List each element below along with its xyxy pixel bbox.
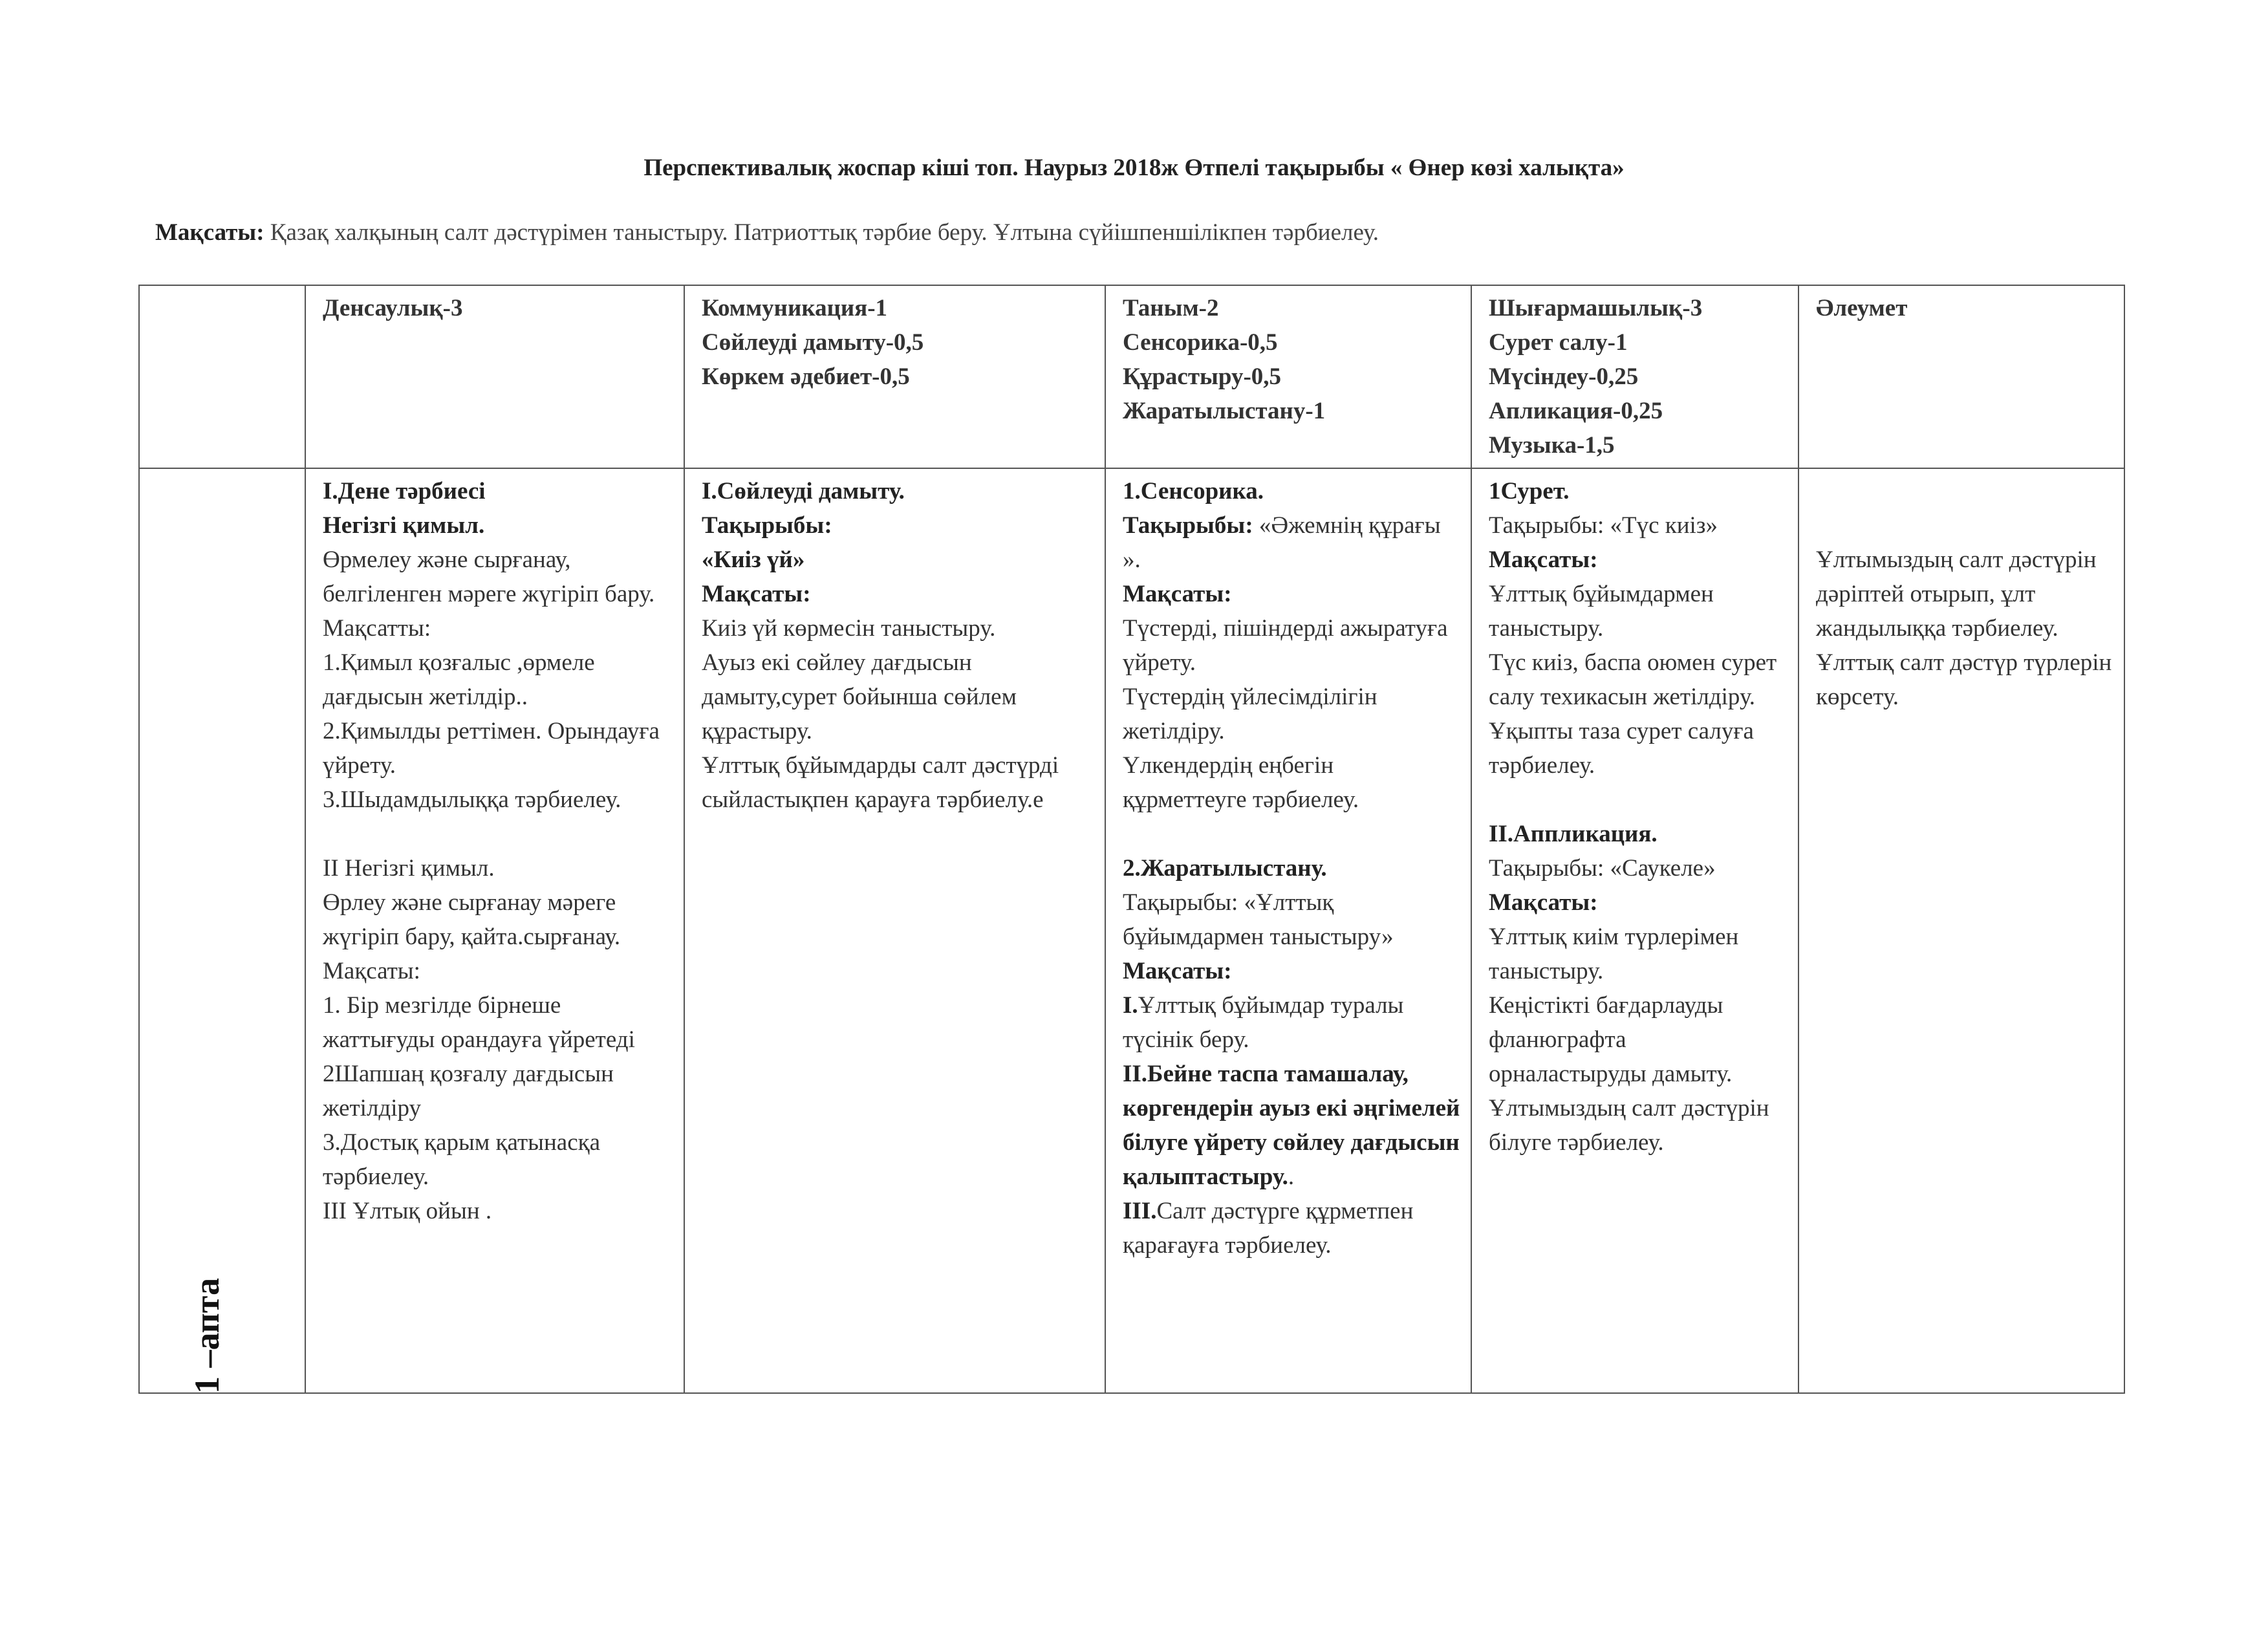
communication-cell — [684, 468, 1105, 1393]
cell-line: II Негізгі қимыл. — [323, 855, 495, 882]
column-header — [684, 285, 1105, 468]
cell-line — [1123, 1194, 1462, 1262]
cell-text: Үлкендердің еңбегін құрметтеуге тәрбиелеу. — [1123, 752, 1359, 813]
cell-line — [1123, 748, 1462, 817]
header-row — [139, 285, 2124, 468]
spacer — [323, 817, 675, 851]
cognition-cell — [1105, 468, 1471, 1393]
column-header-line: Әлеумет — [1816, 295, 1908, 321]
creativity-cell — [1471, 468, 1798, 1393]
cell-line — [1123, 611, 1462, 680]
column-header-line: Денсаулық-3 — [323, 295, 463, 321]
cell-text: Тақырыбы: «Түс киіз» — [1489, 512, 1718, 539]
cell-line: I.Сөйлеуді дамыту. — [702, 478, 905, 504]
cell-line: Ұлттық бұйымдарды салт дәстүрді сыйластықпен қарауға тәрбиелу.е — [702, 752, 1059, 813]
goal-label: Мақсаты: — [155, 219, 265, 246]
goal-text: Қазақ халқының салт дәстүрімен таныстыру. Патриоттық тәрбие беру. Ұлтына сүйішпеншілікпен тәрбиелеу. — [264, 219, 1379, 246]
cell-line — [1123, 885, 1462, 954]
cell-text: II.Бейне таспа тамашалау, көргендерін ауыз екі әңгімелей білуге үйрету сөйлеу дағдысын қалыптастыру. — [1123, 1061, 1460, 1190]
cell-text: Ұлттық бұйымдармен таныстыру. — [1489, 581, 1714, 642]
cell-line — [1489, 851, 1789, 885]
cell-line: 2.Қимылды реттімен. Орындауға үйрету. — [323, 718, 660, 779]
cell-text: III. — [1123, 1198, 1157, 1224]
social-cell — [1798, 468, 2124, 1393]
cell-line — [1123, 851, 1462, 885]
cell-line — [1123, 954, 1462, 988]
cell-text: 1Сурет. — [1489, 478, 1570, 504]
page-title: Перспективалық жоспар кіші топ. Наурыз 2018ж Өтпелі тақырыбы « Өнер көзі халықта» — [643, 155, 1625, 181]
cell-text: Салт дәстүрге құрметпен қарағауға тәрбиелеу. — [1123, 1198, 1414, 1259]
column-header-line: Коммуникация-1 — [702, 295, 888, 321]
cell-line — [1123, 474, 1462, 508]
cell-line: Өрмелеу және сырғанау, белгіленген мәреге жүгіріп бару. — [323, 547, 655, 607]
cell-line — [1489, 474, 1789, 508]
spacer — [1123, 817, 1462, 851]
cell-text: Ұлттық киім түрлерімен таныстыру. — [1489, 924, 1739, 984]
health-cell — [305, 468, 684, 1393]
cell-line: Мақсатты: — [323, 615, 431, 642]
cell-text: Тақырыбы: — [1123, 512, 1259, 539]
cell-line — [1489, 543, 1789, 577]
cell-text: II.Аппликация. — [1489, 821, 1658, 847]
cell-line — [1123, 988, 1462, 1057]
social-spacer — [1816, 474, 2115, 543]
column-header-line: Сенсорика-0,5 — [1123, 329, 1278, 356]
week-cell — [139, 468, 305, 1393]
cell-line: Ауыз екі сөйлеу дағдысын дамыту,сурет бойынша сөйлем құрастыру. — [702, 649, 1017, 744]
cell-line: 3.Достық қарым қатынасқа тәрбиелеу. — [323, 1129, 601, 1190]
cell-text: 1.Сенсорика. — [1123, 478, 1264, 504]
column-header-line: Шығармашылық-3 — [1489, 295, 1703, 321]
cell-text: Кеңістікті бағдарлауды фланюграфта орналастыруды дамыту. — [1489, 992, 1733, 1087]
cell-line — [1489, 920, 1789, 988]
cell-line: Мақсаты: — [702, 581, 811, 607]
cell-line — [1489, 714, 1789, 783]
column-header — [1798, 285, 2124, 468]
column-header-line: Жаратылыстану-1 — [1123, 398, 1326, 424]
column-header-line: Көркем әдебиет-0,5 — [702, 363, 910, 390]
cell-line — [1489, 817, 1789, 851]
spacer — [1489, 783, 1789, 817]
column-header — [305, 285, 684, 468]
cell-line — [1123, 680, 1462, 748]
cell-line — [1489, 1091, 1789, 1160]
column-header-line: Сурет салу-1 — [1489, 329, 1628, 356]
cell-text: Түстерді, пішіндерді ажыратуға үйрету. — [1123, 615, 1448, 676]
cell-line: 3.Шыдамдылыққа тәрбиелеу. — [323, 786, 621, 813]
cell-line: 1.Қимыл қозғалыс ,өрмеле дағдысын жетілдір.. — [323, 649, 595, 710]
cell-line — [1489, 885, 1789, 920]
column-header-line: Таным-2 — [1123, 295, 1219, 321]
cell-text: Ұлтымыздың салт дәстүрін білуге тәрбиелеу. — [1489, 1095, 1769, 1156]
cell-line: III Ұлтық ойын . — [323, 1198, 492, 1224]
goal-line — [155, 219, 1379, 246]
cell-line: 2Шапшаң қозғалу дағдысын жетілдіру — [323, 1061, 614, 1121]
cell-line — [1489, 508, 1789, 543]
column-header — [1471, 285, 1798, 468]
cell-line — [1123, 508, 1462, 577]
cell-text: 2.Жаратылыстану. — [1123, 855, 1327, 882]
cell-text: Тақырыбы: «Саукеле» — [1489, 855, 1716, 882]
column-header-line: Құрастыру-0,5 — [1123, 363, 1282, 390]
column-header-line: Апликация-0,25 — [1489, 398, 1663, 424]
cell-text: Тақырыбы: «Ұлттық бұйымдармен таныстыру» — [1123, 889, 1394, 950]
column-header — [1105, 285, 1471, 468]
cell-text: Ұқыпты таза сурет салуға тәрбиелеу. — [1489, 718, 1754, 779]
cell-line — [1489, 645, 1789, 714]
cell-line: Тақырыбы: — [702, 512, 832, 539]
cell-line: Мақсаты: — [323, 958, 420, 984]
cell-text: Мақсаты: — [1123, 581, 1232, 607]
cell-text: Мақсаты: — [1489, 547, 1598, 573]
cell-text: Ұлттық бұйымдар туралы түсінік беру. — [1123, 992, 1404, 1053]
corner-cell — [139, 285, 305, 468]
cell-line: Ұлттық салт дәстүр түрлерін көрсету. — [1816, 649, 2112, 710]
cell-line: Өрлеу және сырғанау мәреге жүгіріп бару, қайта.сырғанау. — [323, 889, 621, 950]
cell-line — [1123, 577, 1462, 611]
column-header-line: Мүсіндеу-0,25 — [1489, 363, 1639, 390]
cell-text: . — [1288, 1164, 1295, 1190]
week-row — [139, 468, 2124, 1393]
cell-text: «Әжемнің құрағы ». — [1123, 512, 1441, 573]
cell-text: Түс киіз, баспа оюмен сурет салу техикасын жетілдіру. — [1489, 649, 1777, 710]
cell-line — [1489, 988, 1789, 1091]
cell-text: Мақсаты: — [1123, 958, 1232, 984]
cell-line: Негізгі қимыл. — [323, 512, 485, 539]
week-label: 1 –апта — [188, 1277, 226, 1394]
cell-text: I. — [1123, 992, 1138, 1019]
cell-line: I.Дене тәрбиесі — [323, 478, 486, 504]
cell-line — [1489, 577, 1789, 645]
column-header-line: Сөйлеуді дамыту-0,5 — [702, 329, 924, 356]
cell-line: 1. Бір мезгілде бірнеше жаттығуды орандауға үйретеді — [323, 992, 635, 1053]
cell-line: «Киіз үй» — [702, 547, 805, 573]
cell-line — [1123, 1057, 1462, 1194]
column-header-line: Музыка-1,5 — [1489, 432, 1615, 459]
cell-text: Мақсаты: — [1489, 889, 1598, 916]
plan-table — [138, 285, 2125, 1394]
cell-line: Киіз үй көрмесін таныстыру. — [702, 615, 996, 642]
cell-text: Түстердің үйлесімділігін жетілдіру. — [1123, 684, 1377, 744]
cell-line: Ұлтымыздың салт дәстүрін дәріптей отырып, ұлт жандылыққа тәрбиелеу. — [1816, 547, 2097, 642]
